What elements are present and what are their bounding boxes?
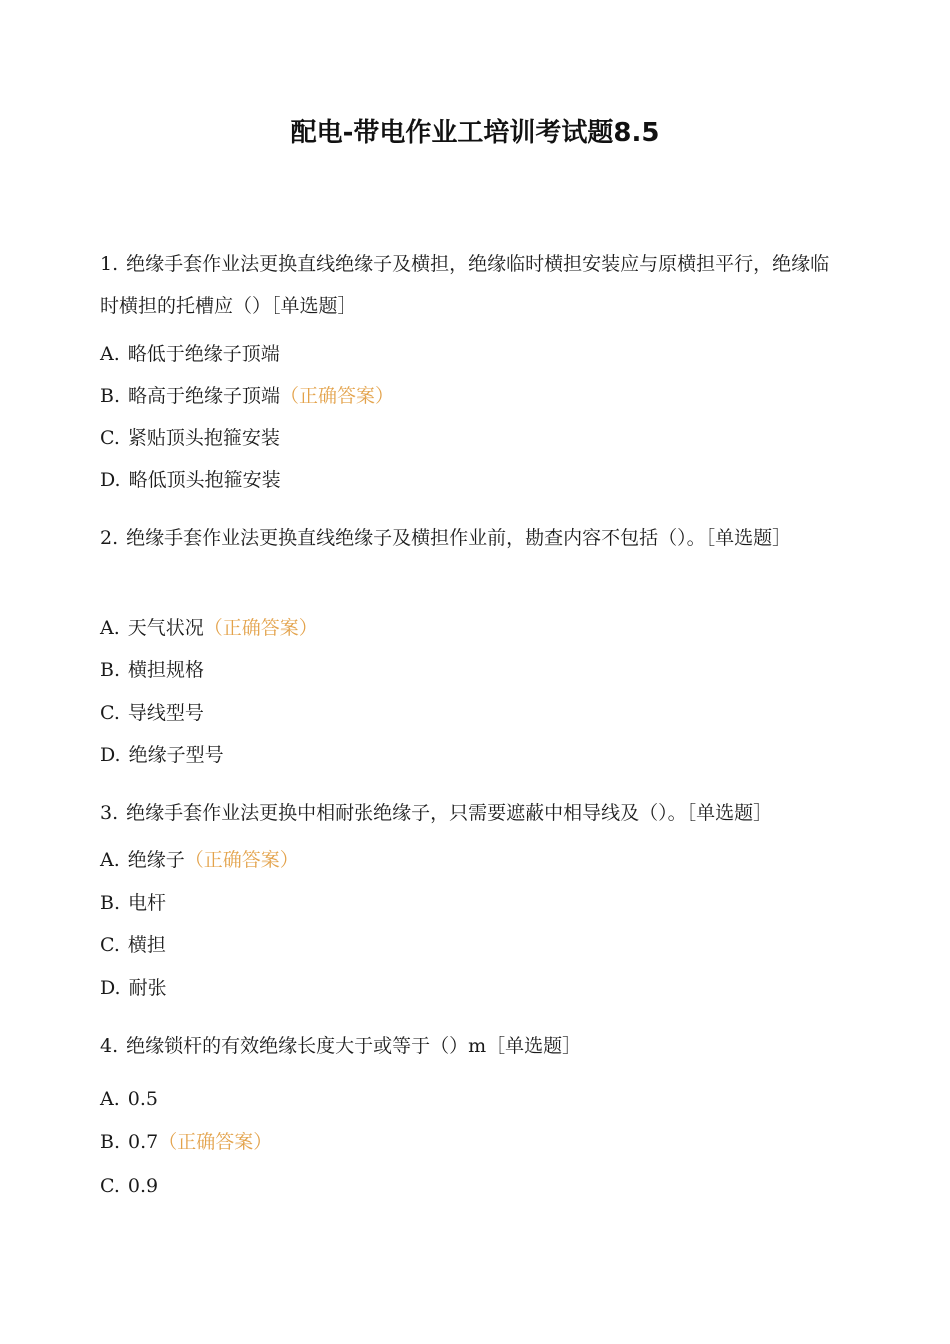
- option-text: 电杆: [128, 892, 167, 914]
- correct-answer-tag: （正确答案）: [158, 1131, 273, 1153]
- option-letter: B.: [100, 1131, 121, 1153]
- option-1b: [100, 381, 840, 411]
- question-text: 绝缘锁杆的有效绝缘长度大于或等于（）m［单选题］: [126, 1035, 582, 1057]
- option-letter: C.: [100, 934, 120, 956]
- option-letter: D.: [100, 469, 121, 491]
- option-3b: [100, 888, 840, 918]
- option-letter: A.: [100, 849, 120, 871]
- option-2a: [100, 613, 840, 643]
- option-text: 0.9: [127, 1175, 159, 1197]
- question-3: [100, 792, 840, 834]
- question-number: 1.: [100, 253, 119, 275]
- option-2c: [100, 698, 840, 728]
- correct-answer-tag: （正确答案）: [203, 617, 318, 639]
- option-text: 绝缘子型号: [128, 744, 224, 766]
- option-text: 天气状况: [127, 617, 204, 639]
- question-4: [100, 1025, 840, 1067]
- option-letter: D.: [100, 744, 121, 766]
- option-4b: [100, 1127, 840, 1157]
- page-title: 配电-带电作业工培训考试题8.5: [290, 118, 660, 148]
- option-letter: B.: [100, 659, 121, 681]
- option-1d: [100, 465, 840, 495]
- question-text: 绝缘手套作业法更换直线绝缘子及横担，绝缘临时横担安装应与原横担平行，绝缘临时横担的托槽应（）［单选题］: [100, 253, 830, 317]
- option-text: 略高于绝缘子顶端: [128, 385, 281, 407]
- option-letter: C.: [100, 1175, 120, 1197]
- question-text: 绝缘手套作业法更换中相耐张绝缘子，只需要遮蔽中相导线及（）。［单选题］: [126, 802, 773, 824]
- correct-answer-tag: （正确答案）: [280, 385, 395, 407]
- question-text: 绝缘手套作业法更换直线绝缘子及横担作业前，勘查内容不包括（）。［单选题］: [126, 527, 792, 549]
- option-3c: [100, 930, 840, 960]
- option-text: 略低于绝缘子顶端: [127, 343, 280, 365]
- question-number: 4.: [100, 1035, 119, 1057]
- option-text: 耐张: [128, 977, 167, 999]
- option-4a: [100, 1084, 840, 1114]
- question-1: [100, 243, 840, 327]
- option-text: 横担规格: [128, 659, 205, 681]
- option-letter: B.: [100, 385, 121, 407]
- question-number: 2.: [100, 527, 119, 549]
- option-3a: [100, 845, 840, 875]
- option-2b: [100, 655, 840, 685]
- option-letter: A.: [100, 1088, 120, 1110]
- option-4c: [100, 1171, 840, 1201]
- question-2: [100, 517, 840, 559]
- option-text: 绝缘子: [127, 849, 185, 871]
- question-number: 3.: [100, 802, 119, 824]
- option-letter: D.: [100, 977, 121, 999]
- option-text: 略低顶头抱箍安装: [128, 469, 281, 491]
- option-1a: [100, 339, 840, 369]
- option-text: 0.5: [127, 1088, 158, 1110]
- option-letter: C.: [100, 427, 120, 449]
- option-2d: [100, 740, 840, 770]
- option-3d: [100, 973, 840, 1003]
- correct-answer-tag: （正确答案）: [184, 849, 299, 871]
- option-letter: B.: [100, 892, 121, 914]
- option-1c: [100, 423, 840, 453]
- option-text: 导线型号: [127, 702, 204, 724]
- option-letter: A.: [100, 617, 120, 639]
- option-text: 紧贴顶头抱箍安装: [127, 427, 280, 449]
- option-letter: C.: [100, 702, 120, 724]
- option-letter: A.: [100, 343, 120, 365]
- option-text: 横担: [127, 934, 166, 956]
- option-text: 0.7: [128, 1131, 159, 1153]
